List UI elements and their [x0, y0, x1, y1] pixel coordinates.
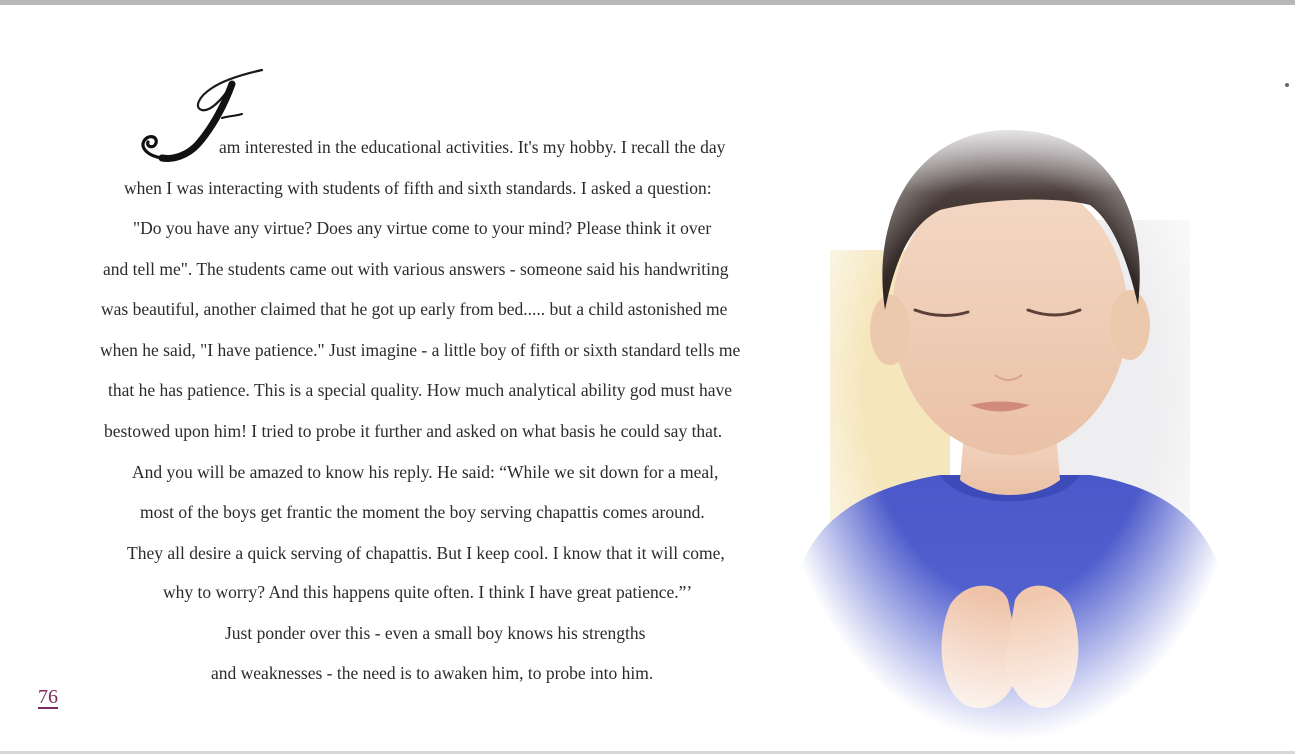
text-line: when he said, "I have patience." Just imagine - a little boy of fifth or sixth standard tells me: [100, 340, 741, 360]
text-line: "Do you have any virtue? Does any virtue come to your mind? Please think it over: [133, 218, 712, 238]
praying-child-image: [790, 100, 1230, 740]
text-line: They all desire a quick serving of chapattis. But I keep cool. I know that it will come,: [127, 543, 725, 563]
text-line: Just ponder over this - even a small boy knows his strengths: [225, 623, 646, 643]
text-line: that he has patience. This is a special quality. How much analytical ability god must have: [108, 380, 733, 400]
text-line: was beautiful, another claimed that he got up early from bed..... but a child astonished me: [101, 299, 728, 319]
text-line: bestowed upon him! I tried to probe it further and asked on what basis he could say that.: [104, 421, 723, 441]
text-line: am interested in the educational activities. It's my hobby. I recall the day: [219, 137, 726, 157]
text-line: and weaknesses - the need is to awaken him, to probe into him.: [211, 663, 654, 683]
drop-cap-letter: [132, 66, 272, 166]
text-line: and tell me". The students came out with various answers - someone said his handwriting: [103, 259, 729, 279]
text-line: why to worry? And this happens quite often. I think I have great patience.”’: [163, 582, 693, 602]
text-line: when I was interacting with students of fifth and sixth standards. I asked a question:: [124, 178, 712, 198]
top-border: [0, 0, 1295, 5]
page-number: 76: [38, 686, 58, 708]
margin-dot: [1285, 83, 1289, 87]
text-line: And you will be amazed to know his reply. He said: “While we sit down for a meal,: [132, 462, 719, 482]
text-line: most of the boys get frantic the moment the boy serving chapattis comes around.: [140, 502, 705, 522]
